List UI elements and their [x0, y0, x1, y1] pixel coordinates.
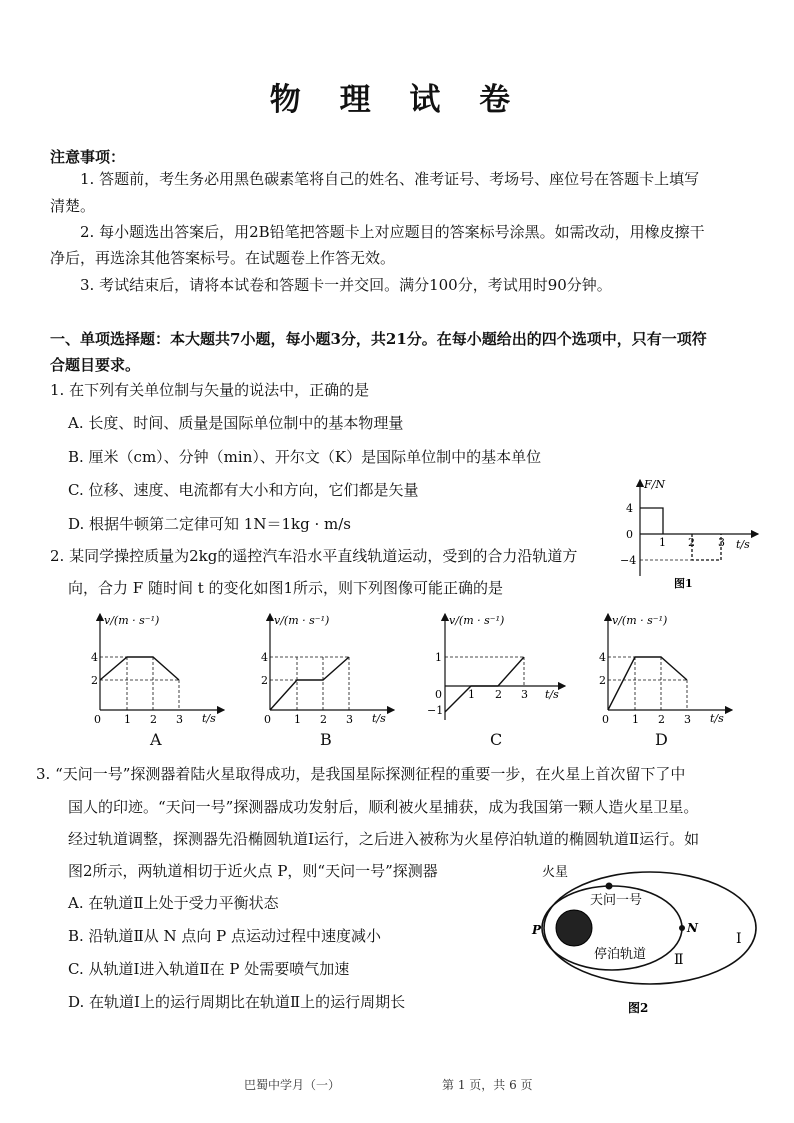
graph-c-xtick-1: 1 — [468, 688, 475, 701]
graph-d-label: D — [655, 730, 668, 749]
graph-d-xlabel: t/s — [710, 712, 724, 725]
graph-a-xtick-3: 3 — [176, 713, 183, 726]
footer-page-number: 第 1 页，共 6 页 — [442, 1078, 533, 1092]
point-p-label: P — [532, 923, 542, 937]
graph-c-xtick-2: 2 — [495, 688, 502, 701]
notice-item-1-cont: 清楚。 — [50, 197, 96, 215]
mars-planet — [556, 910, 592, 946]
notice-item-2: 2. 每小题选出答案后，用2B铅笔把答题卡上对应题目的答案标号涂黑。如需改动，用橡皮擦干 — [80, 223, 705, 241]
q3-stem-4: 图2所示，两轨道相切于近火点 P，则“天问一号”探测器 — [68, 862, 438, 880]
graph-c-xlabel: t/s — [545, 688, 559, 701]
probe-label: 天问一号 — [590, 893, 643, 908]
graph-c-line — [445, 657, 524, 712]
orbit-2-name: 停泊轨道 — [594, 947, 647, 962]
graph-d-xtick-2: 2 — [658, 713, 665, 726]
graph-c-xtick-3: 3 — [521, 688, 528, 701]
t-tick-1: 1 — [659, 536, 666, 549]
orbit-1-label: Ⅰ — [736, 931, 742, 947]
graph-b — [260, 610, 400, 732]
force-segment-1 — [640, 508, 663, 534]
q1-option-c: C. 位移、速度、电流都有大小和方向，它们都是矢量 — [68, 481, 419, 499]
q3-stem-2: 国人的印迹。“天问一号”探测器成功发射后，顺利被火星捕获，成为我国第一颗人造火星卫星。 — [68, 798, 699, 816]
figure-2 — [528, 852, 778, 1022]
graph-d-xtick-3: 3 — [684, 713, 691, 726]
notice-item-2-cont: 净后，再选涂其他答案标号。在试题卷上作答无效。 — [50, 249, 396, 267]
graph-d-ytick-4: 4 — [599, 651, 606, 664]
point-n-label: N — [687, 921, 698, 935]
graph-a-ytick-4: 4 — [91, 651, 98, 664]
graph-a-ylabel: v/(m · s⁻¹) — [104, 614, 160, 627]
mars-label: 火星 — [542, 865, 569, 880]
notice-heading: 注意事项： — [50, 148, 126, 166]
t-tick-2: 2 — [688, 536, 695, 549]
q3-stem-1: 3. “天问一号”探测器着陆火星取得成功，是我国星际探测征程的重要一步，在火星上首次留下了中 — [36, 765, 686, 783]
figure-2-caption: 图2 — [628, 1001, 649, 1015]
q3-option-d: D. 在轨道Ⅰ上的运行周期比在轨道Ⅱ上的运行周期长 — [68, 993, 406, 1011]
graph-c-ylabel: v/(m · s⁻¹) — [449, 614, 505, 627]
graph-c-ytick-neg1: −1 — [427, 704, 444, 717]
q3-option-a: A. 在轨道Ⅱ上处于受力平衡状态 — [68, 894, 279, 912]
graph-d — [598, 610, 738, 732]
graph-a-line — [100, 657, 179, 680]
q3-stem-3: 经过轨道调整，探测器先沿椭圆轨道Ⅰ运行，之后进入被称为火星停泊轨道的椭圆轨道Ⅱ运行。如 — [68, 830, 700, 848]
probe-dot — [606, 883, 613, 890]
graph-a-label: A — [150, 730, 162, 749]
graph-a-xlabel: t/s — [202, 712, 216, 725]
f-tick-4: 4 — [626, 502, 633, 515]
q1-stem: 1. 在下列有关单位制与矢量的说法中，正确的是 — [50, 381, 370, 399]
graph-b-xtick-2: 2 — [320, 713, 327, 726]
graph-b-label: B — [320, 730, 332, 749]
q1-option-d: D. 根据牛顿第二定律可知 1N＝1kg · m/s — [68, 515, 351, 533]
graph-d-ytick-2: 2 — [599, 674, 606, 687]
graph-a — [90, 610, 230, 732]
graph-c-ytick-1: 1 — [435, 651, 442, 664]
f-tick-0: 0 — [626, 528, 633, 541]
graph-d-xtick-1: 1 — [632, 713, 639, 726]
graph-a-xtick-2: 2 — [150, 713, 157, 726]
figure-1 — [610, 474, 770, 600]
graph-b-xtick-3: 3 — [346, 713, 353, 726]
f-tick-neg4: −4 — [620, 554, 637, 567]
footer-school: 巴蜀中学月（一） — [244, 1078, 341, 1092]
point-n-dot — [679, 925, 685, 931]
section-heading-cont: 合题目要求。 — [50, 356, 141, 374]
t-tick-3: 3 — [718, 536, 725, 549]
f-axis-label: F/N — [644, 478, 665, 491]
graph-b-line — [270, 657, 349, 710]
graph-a-xtick-0: 0 — [94, 713, 101, 726]
graph-b-ytick-4: 4 — [261, 651, 268, 664]
graph-a-xtick-1: 1 — [124, 713, 131, 726]
graph-b-xtick-0: 0 — [264, 713, 271, 726]
q2-stem-2: 向，合力 F 随时间 t 的变化如图1所示，则下列图像可能正确的是 — [68, 579, 504, 597]
section-heading: 一、单项选择题：本大题共7小题，每小题3分，共21分。在每小题给出的四个选项中，只有一项符 — [50, 330, 707, 348]
graph-c-label: C — [490, 730, 503, 749]
graph-a-ytick-2: 2 — [91, 674, 98, 687]
force-segment-3 — [692, 534, 721, 560]
q3-option-b: B. 沿轨道Ⅱ从 N 点向 P 点运动过程中速度减小 — [68, 927, 382, 945]
graph-c — [425, 610, 570, 732]
t-axis-label: t/s — [736, 538, 750, 551]
notice-item-3: 3. 考试结束后，请将本试卷和答题卡一并交回。满分100分，考试用时90分钟。 — [80, 276, 612, 294]
graph-b-xlabel: t/s — [372, 712, 386, 725]
q1-option-b: B. 厘米（cm）、分钟（min）、开尔文（K）是国际单位制中的基本单位 — [68, 448, 542, 466]
graph-d-line — [608, 657, 687, 710]
orbit-2-label: Ⅱ — [674, 952, 684, 968]
page-title: 物 理 试 卷 — [269, 82, 525, 118]
q1-option-a: A. 长度、时间、质量是国际单位制中的基本物理量 — [68, 414, 404, 432]
graph-b-ytick-2: 2 — [261, 674, 268, 687]
notice-item-1: 1. 答题前，考生务必用黑色碳素笔将自己的姓名、准考证号、考场号、座位号在答题卡上填写 — [80, 170, 700, 188]
graph-b-ylabel: v/(m · s⁻¹) — [274, 614, 330, 627]
q2-stem-1: 2. 某同学操控质量为2kg的遥控汽车沿水平直线轨道运动，受到的合力沿轨道方 — [50, 547, 578, 565]
graph-c-ytick-0: 0 — [435, 688, 442, 701]
graph-d-ylabel: v/(m · s⁻¹) — [612, 614, 668, 627]
q3-option-c: C. 从轨道Ⅰ进入轨道Ⅱ在 P 处需要喷气加速 — [68, 960, 350, 978]
figure-1-caption: 图1 — [674, 577, 693, 590]
graph-b-xtick-1: 1 — [294, 713, 301, 726]
graph-d-xtick-0: 0 — [602, 713, 609, 726]
